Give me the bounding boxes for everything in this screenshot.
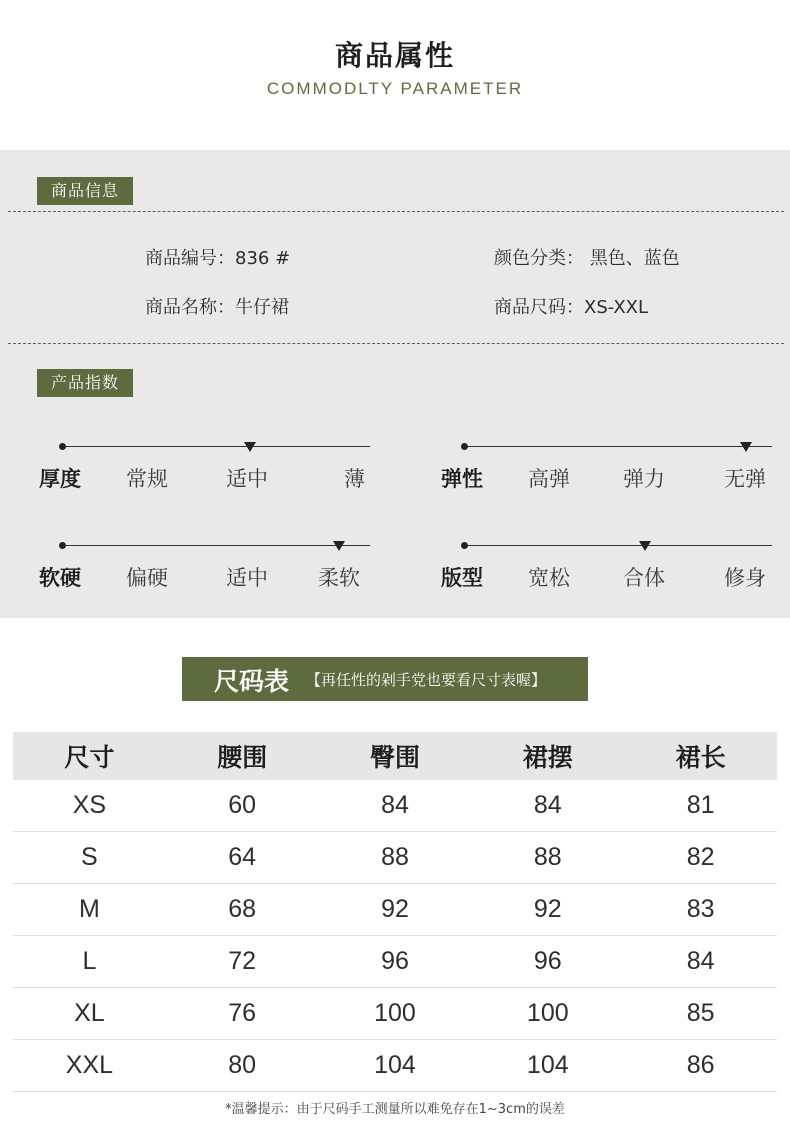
- table-cell: 84: [319, 780, 472, 832]
- table-cell: 81: [624, 780, 777, 832]
- size-chart-title: 尺码表: [214, 667, 290, 696]
- table-cell: 100: [319, 988, 472, 1040]
- table-cell: 84: [624, 936, 777, 988]
- table-cell: 64: [166, 832, 319, 884]
- elasticity-scale-line: [464, 446, 772, 447]
- softness-option: 适中: [226, 566, 268, 590]
- table-cell: L: [13, 936, 166, 988]
- product-name: 商品名称：牛仔裙: [145, 297, 289, 318]
- column-header: 臀围: [319, 732, 472, 780]
- table-row: [13, 988, 777, 1040]
- table-cell: M: [13, 884, 166, 936]
- scale-start-dot: [59, 443, 66, 450]
- table-cell: 88: [319, 832, 472, 884]
- scale-start-dot: [461, 443, 468, 450]
- softness-label: 软硬: [39, 566, 81, 590]
- fit-option: 修身: [724, 566, 766, 590]
- thickness-option: 薄: [344, 467, 365, 491]
- fit-label: 版型: [441, 566, 483, 590]
- elasticity-indicator-icon: [740, 442, 752, 452]
- table-header-row: [13, 732, 777, 780]
- table-cell: 104: [471, 1040, 624, 1092]
- table-row: [13, 832, 777, 884]
- table-cell: 104: [319, 1040, 472, 1092]
- fit-scale-line: [464, 545, 772, 546]
- elasticity-option: 弹力: [623, 467, 665, 491]
- column-header: 腰围: [166, 732, 319, 780]
- elasticity-label: 弹性: [441, 467, 483, 491]
- divider: [8, 343, 784, 344]
- fit-indicator-icon: [639, 541, 651, 551]
- product-size-range: 商品尺码：XS-XXL: [494, 297, 649, 318]
- table-cell: 96: [471, 936, 624, 988]
- size-table: [13, 732, 777, 1092]
- table-cell: 84: [471, 780, 624, 832]
- elasticity-option: 高弹: [528, 467, 570, 491]
- softness-option: 偏硬: [126, 566, 168, 590]
- thickness-scale-line: [62, 446, 370, 447]
- table-cell: XL: [13, 988, 166, 1040]
- table-cell: S: [13, 832, 166, 884]
- table-cell: 96: [319, 936, 472, 988]
- table-cell: XS: [13, 780, 166, 832]
- table-row: [13, 1040, 777, 1092]
- table-cell: 88: [471, 832, 624, 884]
- elasticity-option: 无弹: [724, 467, 766, 491]
- product-index-tag: 产品指数: [37, 369, 133, 397]
- table-cell: 76: [166, 988, 319, 1040]
- column-header: 裙摆: [471, 732, 624, 780]
- softness-scale-line: [62, 545, 370, 546]
- size-measurement-note: *温馨提示：由于尺码手工测量所以难免存在1~3cm的误差: [225, 1102, 565, 1117]
- page-subtitle: COMMODLTY PARAMETER: [266, 79, 524, 98]
- size-chart-subtitle: 【再任性的剁手党也要看尺寸表喔】: [306, 671, 547, 689]
- color-category: 颜色分类： 黑色、蓝色: [494, 248, 680, 269]
- column-header: 裙长: [624, 732, 777, 780]
- table-cell: 83: [624, 884, 777, 936]
- table-cell: 92: [319, 884, 472, 936]
- item-number: 商品编号：836 #: [145, 248, 291, 269]
- size-chart-banner: [182, 657, 588, 701]
- softness-indicator-icon: [333, 541, 345, 551]
- scale-start-dot: [461, 542, 468, 549]
- column-header: 尺寸: [13, 732, 166, 780]
- thickness-option: 适中: [226, 467, 268, 491]
- table-cell: 85: [624, 988, 777, 1040]
- table-cell: 92: [471, 884, 624, 936]
- table-cell: 60: [166, 780, 319, 832]
- table-row: [13, 780, 777, 832]
- page-title: 商品属性: [334, 39, 455, 72]
- fit-option: 合体: [623, 566, 665, 590]
- table-cell: 82: [624, 832, 777, 884]
- table-cell: XXL: [13, 1040, 166, 1092]
- scale-start-dot: [59, 542, 66, 549]
- table-cell: 72: [166, 936, 319, 988]
- table-cell: 100: [471, 988, 624, 1040]
- softness-option: 柔软: [318, 566, 360, 590]
- table-cell: 80: [166, 1040, 319, 1092]
- fit-option: 宽松: [528, 566, 570, 590]
- thickness-indicator-icon: [244, 442, 256, 452]
- thickness-label: 厚度: [39, 467, 81, 491]
- table-row: [13, 936, 777, 988]
- table-row: [13, 884, 777, 936]
- thickness-option: 常规: [126, 467, 168, 491]
- table-cell: 68: [166, 884, 319, 936]
- table-cell: 86: [624, 1040, 777, 1092]
- product-info-tag: 商品信息: [37, 177, 133, 205]
- divider: [8, 211, 784, 212]
